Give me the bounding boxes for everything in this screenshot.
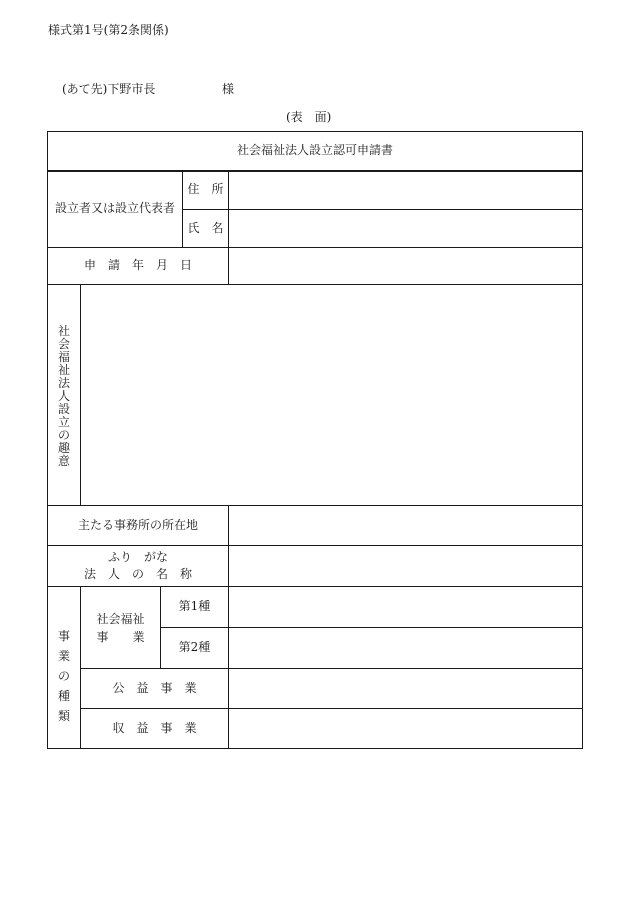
office-location-field[interactable] xyxy=(229,506,582,545)
social-welfare-business-label: 事 業 xyxy=(96,629,145,644)
social-welfare-label-cell xyxy=(81,587,160,668)
type2-label: 第2種 xyxy=(178,640,211,655)
business-types-label: 事 業 の 種 類 xyxy=(57,629,70,723)
purpose-label: 社 会 福 祉 法 人 設 立 の 趣 意 xyxy=(57,324,70,468)
social-welfare-label: 社会福祉 xyxy=(96,611,145,626)
form-title: 社会福祉法人設立認可申請書 xyxy=(236,143,393,158)
form-number: 様式第1号(第2条関係) xyxy=(48,23,169,37)
honorific: 様 xyxy=(222,82,235,96)
face-label: (表 面) xyxy=(286,110,332,124)
corporation-name-label-cell xyxy=(48,546,228,586)
profit-business-field[interactable] xyxy=(229,709,582,748)
type1-label: 第1種 xyxy=(178,599,211,614)
type1-field[interactable] xyxy=(229,587,582,627)
address-field[interactable] xyxy=(229,171,582,209)
purpose-field[interactable] xyxy=(81,285,582,505)
address-label: 住 所 xyxy=(187,182,224,197)
public-benefit-field[interactable] xyxy=(229,669,582,708)
addressee: (あて先)下野市長 xyxy=(62,82,156,96)
name-field[interactable] xyxy=(229,210,582,247)
applicant-label: 設立者又は設立代表者 xyxy=(54,201,175,216)
name-label: 氏 名 xyxy=(187,220,224,235)
corporation-name-field[interactable] xyxy=(229,546,582,586)
type2-field[interactable] xyxy=(229,628,582,668)
application-date-field[interactable] xyxy=(229,248,582,284)
furigana-label: ふり がな xyxy=(107,549,168,564)
office-location-label: 主たる事務所の所在地 xyxy=(77,517,198,532)
profit-business-label: 収 益 事 業 xyxy=(112,720,197,735)
corporation-name-label: 法 人 の 名 称 xyxy=(83,567,192,581)
public-benefit-label: 公 益 事 業 xyxy=(112,680,197,695)
application-form xyxy=(47,131,583,749)
application-date-label: 申 請 年 月 日 xyxy=(83,258,192,273)
